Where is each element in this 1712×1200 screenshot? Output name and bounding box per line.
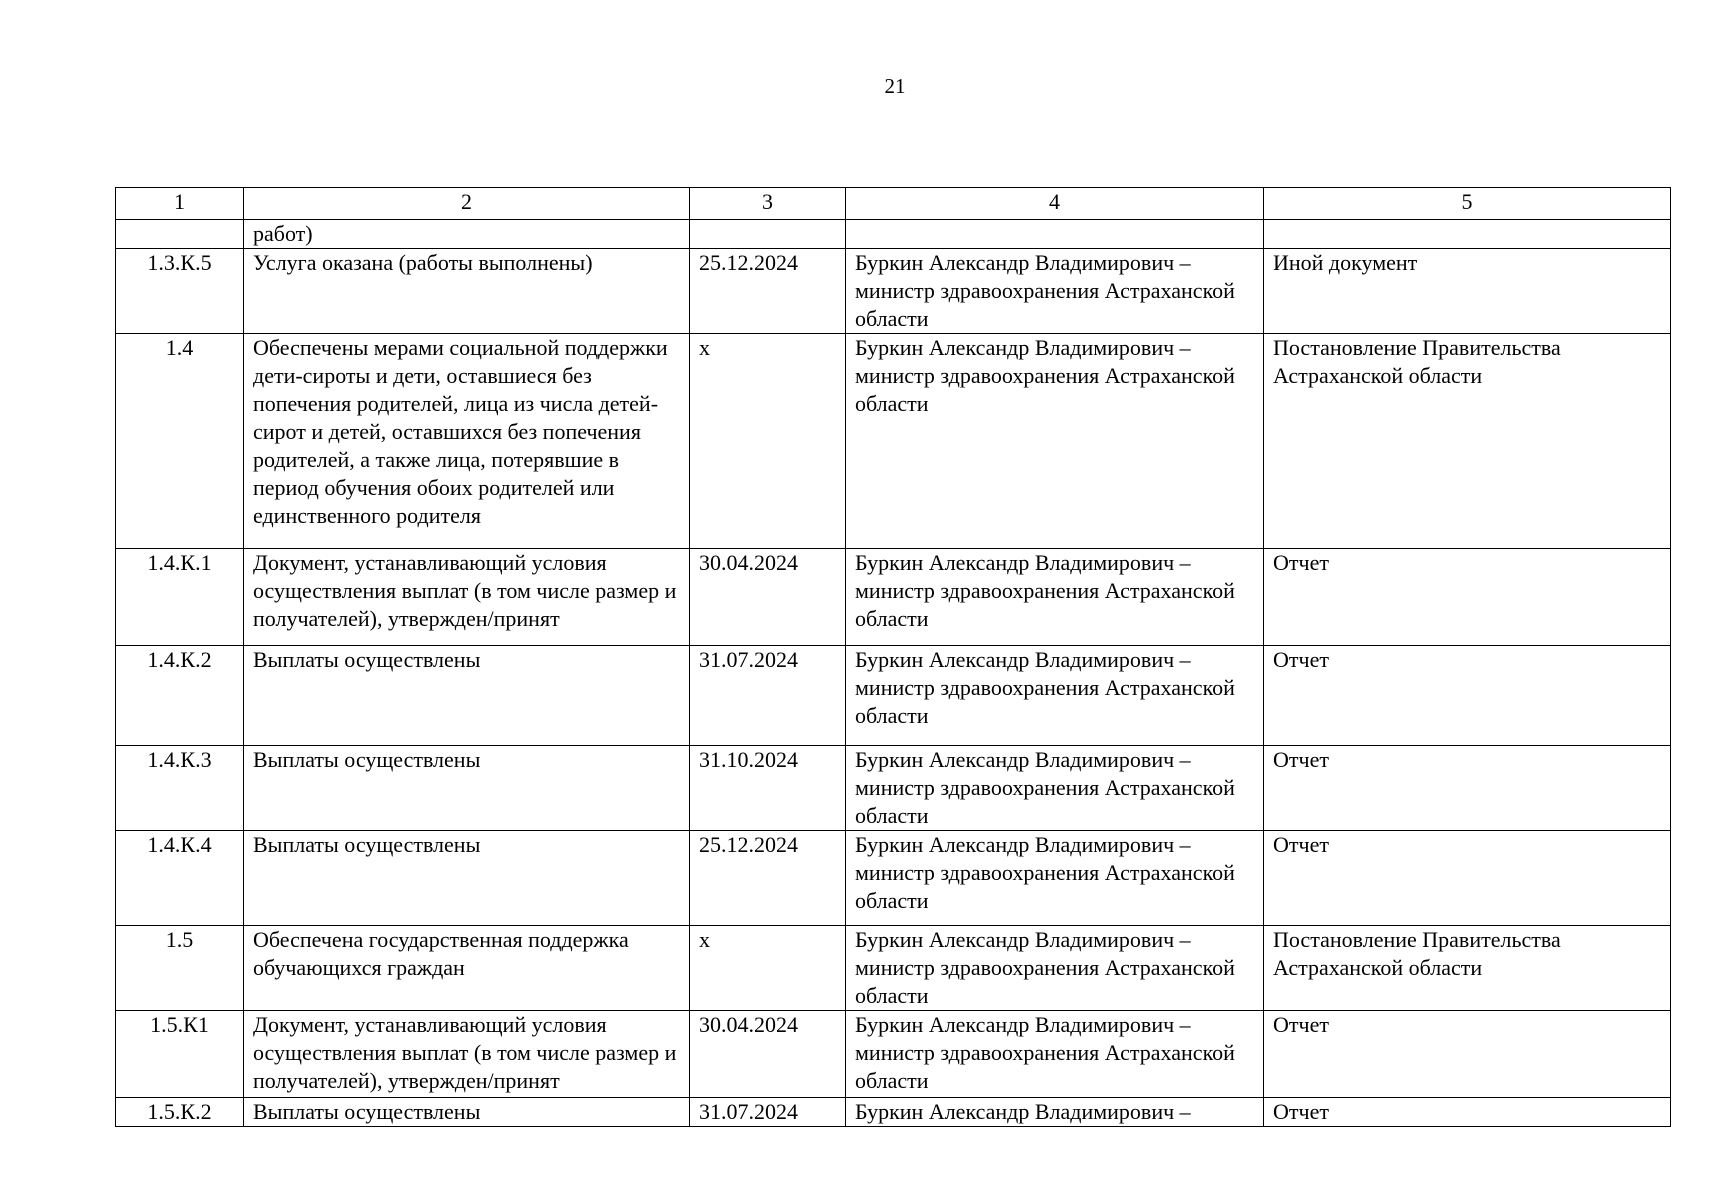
row-date: 25.12.2024 [690, 249, 846, 334]
row-number [116, 220, 244, 249]
column-header-1: 1 [116, 188, 244, 220]
column-header-4: 4 [846, 188, 1264, 220]
column-header-3: 3 [690, 188, 846, 220]
row-responsible: Буркин Александр Владимирович – министр здравоохранения Астраханской области [846, 334, 1264, 549]
row-number: 1.4 [116, 334, 244, 549]
row-description: Документ, устанавливающий условия осуществления выплат (в том числе размер и получателей), утвержден/принят [244, 1011, 690, 1098]
row-document: Постановление Правительства Астраханской области [1264, 334, 1671, 549]
row-date: х [690, 926, 846, 1011]
row-date [690, 220, 846, 249]
row-responsible: Буркин Александр Владимирович – министр здравоохранения Астраханской области [846, 646, 1264, 746]
column-header-2: 2 [244, 188, 690, 220]
row-responsible: Буркин Александр Владимирович – министр здравоохранения Астраханской области [846, 549, 1264, 646]
row-document: Отчет [1264, 646, 1671, 746]
row-number: 1.4.К.1 [116, 549, 244, 646]
table-row [116, 1098, 1671, 1127]
table-row [116, 549, 1671, 646]
row-date: 25.12.2024 [690, 831, 846, 926]
row-number: 1.5 [116, 926, 244, 1011]
row-description: Выплаты осуществлены [244, 646, 690, 746]
row-date: 31.10.2024 [690, 746, 846, 831]
row-description: Обеспечены мерами социальной поддержки дети-сироты и дети, оставшиеся без попечения родителей, лица из числа детей-сирот и детей, оставшихся без попечения родителей, а также лица, потерявшие в период обучения обоих родителей или единственного родителя [244, 334, 690, 549]
row-description: Выплаты осуществлены [244, 746, 690, 831]
row-number: 1.5.К1 [116, 1011, 244, 1098]
column-header-5: 5 [1264, 188, 1671, 220]
row-date: 30.04.2024 [690, 549, 846, 646]
row-description: работ) [244, 220, 690, 249]
row-date: 31.07.2024 [690, 1098, 846, 1127]
row-document: Постановление Правительства Астраханской области [1264, 926, 1671, 1011]
table-row [116, 220, 1671, 249]
row-description: Услуга оказана (работы выполнены) [244, 249, 690, 334]
page-number: 21 [884, 74, 906, 98]
row-number: 1.4.К.4 [116, 831, 244, 926]
row-date: 30.04.2024 [690, 1011, 846, 1098]
row-responsible: Буркин Александр Владимирович – министр здравоохранения Астраханской области [846, 831, 1264, 926]
row-date: 31.07.2024 [690, 646, 846, 746]
table-row [116, 249, 1671, 334]
row-date: х [690, 334, 846, 549]
row-description: Выплаты осуществлены [244, 831, 690, 926]
schedule-table [115, 187, 1671, 1127]
table-row [116, 334, 1671, 549]
row-number: 1.5.К.2 [116, 1098, 244, 1127]
row-number: 1.4.К.2 [116, 646, 244, 746]
row-responsible: Буркин Александр Владимирович – [846, 1098, 1264, 1127]
table-row [116, 746, 1671, 831]
row-description: Документ, устанавливающий условия осуществления выплат (в том числе размер и получателей), утвержден/принят [244, 549, 690, 646]
row-number: 1.3.К.5 [116, 249, 244, 334]
row-document: Отчет [1264, 549, 1671, 646]
row-document: Отчет [1264, 1098, 1671, 1127]
row-number: 1.4.К.3 [116, 746, 244, 831]
row-responsible: Буркин Александр Владимирович – министр здравоохранения Астраханской области [846, 249, 1264, 334]
row-document: Отчет [1264, 831, 1671, 926]
row-responsible: Буркин Александр Владимирович – министр здравоохранения Астраханской области [846, 746, 1264, 831]
table-row [116, 646, 1671, 746]
row-responsible: Буркин Александр Владимирович – министр здравоохранения Астраханской области [846, 926, 1264, 1011]
row-document: Отчет [1264, 746, 1671, 831]
table-row [116, 831, 1671, 926]
row-responsible: Буркин Александр Владимирович – министр здравоохранения Астраханской области [846, 1011, 1264, 1098]
row-document [1264, 220, 1671, 249]
row-responsible [846, 220, 1264, 249]
row-description: Выплаты осуществлены [244, 1098, 690, 1127]
row-description: Обеспечена государственная поддержка обучающихся граждан [244, 926, 690, 1011]
table-row [116, 926, 1671, 1011]
row-document: Иной документ [1264, 249, 1671, 334]
table-row [116, 1011, 1671, 1098]
table-header-row [116, 188, 1671, 220]
row-document: Отчет [1264, 1011, 1671, 1098]
